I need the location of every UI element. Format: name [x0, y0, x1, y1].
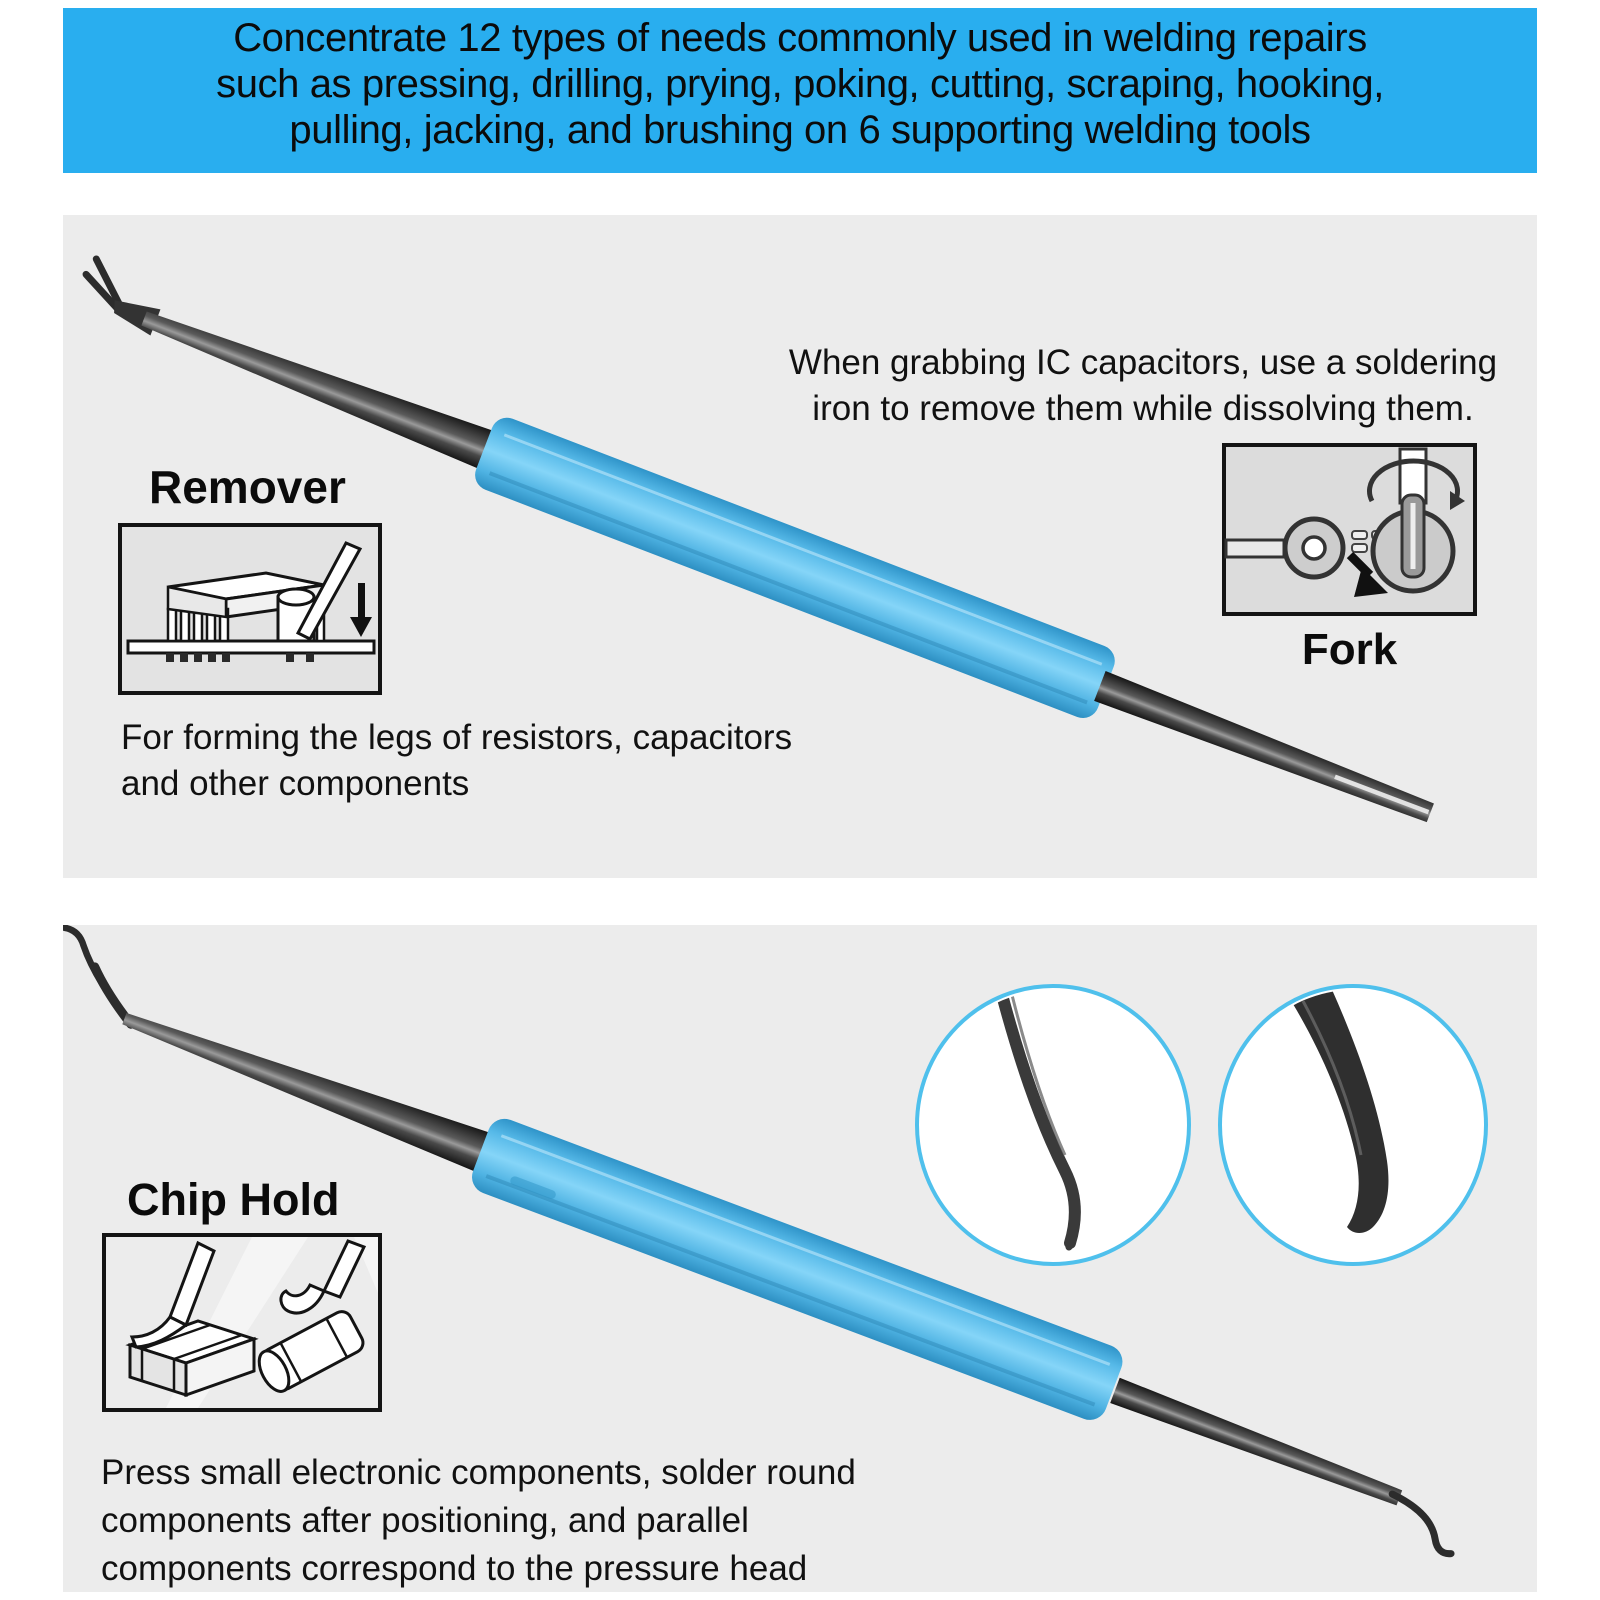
chip-hold-caption	[101, 1449, 856, 1593]
usage-note	[753, 340, 1533, 432]
chip-hold-caption-line-1: Press small electronic components, solder round	[101, 1453, 856, 1492]
panel-chip-hold	[63, 925, 1537, 1592]
metal-shaft-right	[1094, 671, 1436, 828]
solder-pad	[1285, 519, 1343, 577]
pcb-trace	[1226, 540, 1284, 557]
metal-shaft-right	[1110, 1378, 1404, 1510]
remover-illustration	[118, 523, 382, 695]
fork-illustration	[1222, 443, 1477, 616]
chip-hold-label: Chip Hold	[127, 1174, 340, 1225]
pcb-bar	[128, 641, 374, 653]
headline-line-1: Concentrate 12 types of needs commonly used in welding repairs	[233, 16, 1367, 60]
remover-caption-line-2: and other components	[121, 764, 470, 803]
chip-hold-illustration	[102, 1233, 382, 1412]
remover-label: Remover	[149, 461, 346, 513]
remover-caption-line-1: For forming the legs of resistors, capacitors	[121, 718, 793, 757]
handle-facet-shadow	[490, 473, 1087, 702]
fork-label: Fork	[1301, 625, 1398, 674]
metal-shaft-left	[117, 998, 493, 1173]
headline-line-3: pulling, jacking, and brushing on 6 supporting welding tools	[289, 108, 1311, 152]
tip-zoom-inset-right	[1220, 983, 1486, 1264]
headline-banner	[63, 8, 1537, 173]
chip-hold-caption-line-3: components correspond to the pressure head	[101, 1549, 808, 1588]
bent-needle-tip-left	[63, 927, 155, 1024]
fork-slot-right	[1335, 776, 1429, 812]
remover-caption	[121, 715, 792, 807]
metal-shaft-left	[137, 299, 497, 470]
handle-facet-highlight	[504, 435, 1101, 664]
usage-note-line-2: iron to remove them while dissolving them.	[812, 389, 1474, 428]
tip-zoom-inset-left	[917, 986, 1189, 1264]
panel-remover-fork	[63, 215, 1537, 878]
usage-note-line-1: When grabbing IC capacitors, use a soldering	[788, 343, 1498, 382]
headline-line-2: such as pressing, drilling, prying, poking, cutting, scraping, hooking,	[216, 62, 1384, 106]
chip-hold-caption-line-2: components after positioning, and parallel	[101, 1501, 749, 1540]
